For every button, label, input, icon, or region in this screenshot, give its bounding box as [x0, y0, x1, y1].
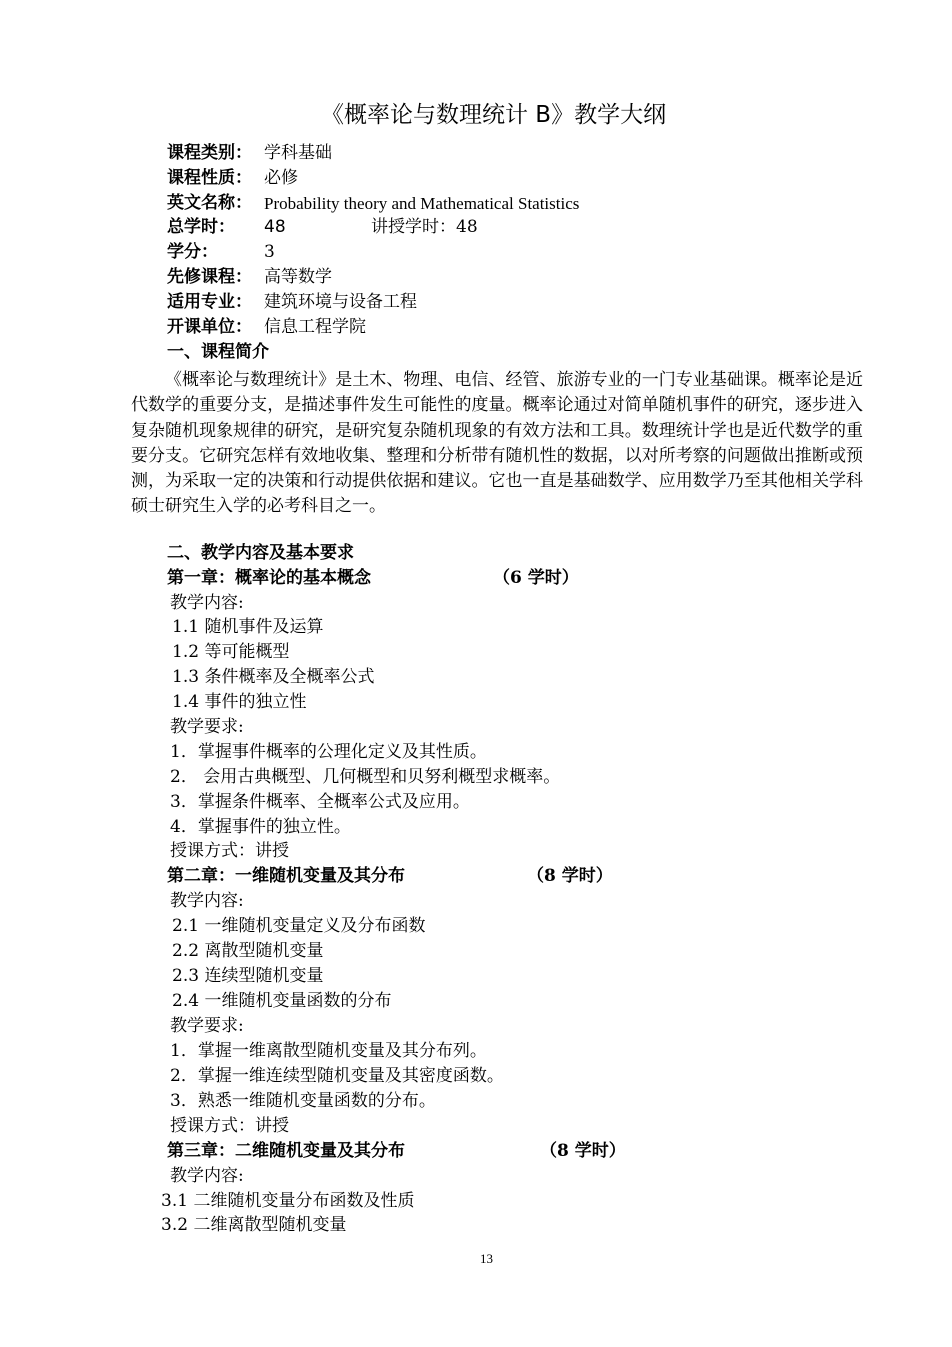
nature-label: 课程性质：	[167, 168, 252, 188]
chapter-1-hours: （6 学时）	[493, 568, 579, 588]
chapter-1-content-label: 教学内容:	[170, 593, 244, 613]
unit-value: 信息工程学院	[264, 317, 366, 337]
intro-paragraph: 《概率论与数理统计》是土木、物理、电信、经管、旅游专业的一门专业基础课。概率论是近代数学的重要分支，是描述事件发生可能性的度量。概率论通过对简单随机事件的研究，逐步进入复杂随机现象规律的研究，是研究复杂随机现象的有效方法和工具。数理统计学也是近代数学的重要分支。它研究怎样有效地收集、整理和分析带有随机性的数据，以对所考察的问题做出推断或预测，为采取一定的决策和行动提供依据和建议。它也一直是基础数学、应用数学乃至其他相关学科硕士研究生入学的必考科目之一。	[131, 370, 863, 517]
chapter-3-title: 第三章：二维随机变量及其分布	[167, 1141, 405, 1161]
chapter-1-req-item: 3．掌握条件概率、全概率公式及应用。	[170, 792, 470, 812]
chapter-2-content-item: 2.1 一维随机变量定义及分布函数	[172, 916, 426, 936]
major-label: 适用专业：	[167, 292, 252, 312]
chapter-3-hours: （8 学时）	[540, 1141, 626, 1161]
chapter-1-content-item: 1.4 事件的独立性	[172, 692, 307, 712]
chapter-2-content-label: 教学内容:	[170, 891, 244, 911]
prerequisite-value: 高等数学	[264, 267, 332, 287]
chapter-1-content-item: 1.3 条件概率及全概率公式	[172, 667, 375, 687]
credits-value: 3	[264, 242, 275, 262]
chapter-2-title: 第二章：一维随机变量及其分布	[167, 866, 405, 886]
chapter-2-content-item: 2.4 一维随机变量函数的分布	[172, 991, 392, 1011]
section-heading-intro: 一、课程简介	[167, 342, 269, 362]
chapter-3-content-label: 教学内容:	[170, 1166, 244, 1186]
document-title: 《概率论与数理统计 B》教学大纲	[321, 102, 667, 128]
chapter-2-req-item: 2．掌握一维连续型随机变量及其密度函数。	[170, 1066, 504, 1086]
chapter-3-content-item: 3.1 二维随机变量分布函数及性质	[161, 1191, 415, 1211]
chapter-1-req-label: 教学要求:	[170, 717, 244, 737]
total-hours-value: 48	[264, 217, 286, 237]
page-number: 13	[480, 1251, 493, 1266]
chapter-2-hours: （8 学时）	[527, 866, 613, 886]
unit-label: 开课单位：	[167, 317, 252, 337]
chapter-1-method: 授课方式：讲授	[170, 841, 289, 861]
chapter-1-content-item: 1.2 等可能概型	[172, 642, 290, 662]
chapter-2-req-item: 3．熟悉一维随机变量函数的分布。	[170, 1091, 436, 1111]
chapter-2-content-item: 2.2 离散型随机变量	[172, 941, 324, 961]
category-label: 课程类别：	[167, 143, 252, 163]
chapter-1-title: 第一章：概率论的基本概念	[167, 568, 371, 588]
nature-value: 必修	[264, 168, 298, 188]
category-value: 学科基础	[264, 143, 332, 163]
chapter-2-method: 授课方式：讲授	[170, 1116, 289, 1136]
major-value: 建筑环境与设备工程	[264, 292, 417, 312]
english-name-label: 英文名称：	[167, 193, 252, 213]
lecture-hours: 讲授学时：48	[371, 217, 478, 237]
total-hours-label: 总学时：	[167, 217, 235, 237]
section-heading-content: 二、教学内容及基本要求	[167, 543, 354, 563]
chapter-3-content-item: 3.2 二维离散型随机变量	[161, 1215, 347, 1235]
prerequisite-label: 先修课程：	[167, 267, 252, 287]
chapter-1-req-item: 1．掌握事件概率的公理化定义及其性质。	[170, 742, 487, 762]
chapter-2-req-item: 1．掌握一维离散型随机变量及其分布列。	[170, 1041, 487, 1061]
chapter-1-req-item: 2． 会用古典概型、几何概型和贝努利概型求概率。	[170, 767, 561, 787]
chapter-1-content-item: 1.1 随机事件及运算	[172, 617, 324, 637]
credits-label: 学分：	[167, 242, 218, 262]
english-name-value: Probability theory and Mathematical Statistics	[264, 194, 580, 213]
chapter-1-req-item: 4．掌握事件的独立性。	[170, 817, 351, 837]
chapter-2-content-item: 2.3 连续型随机变量	[172, 966, 324, 986]
chapter-2-req-label: 教学要求:	[170, 1016, 244, 1036]
